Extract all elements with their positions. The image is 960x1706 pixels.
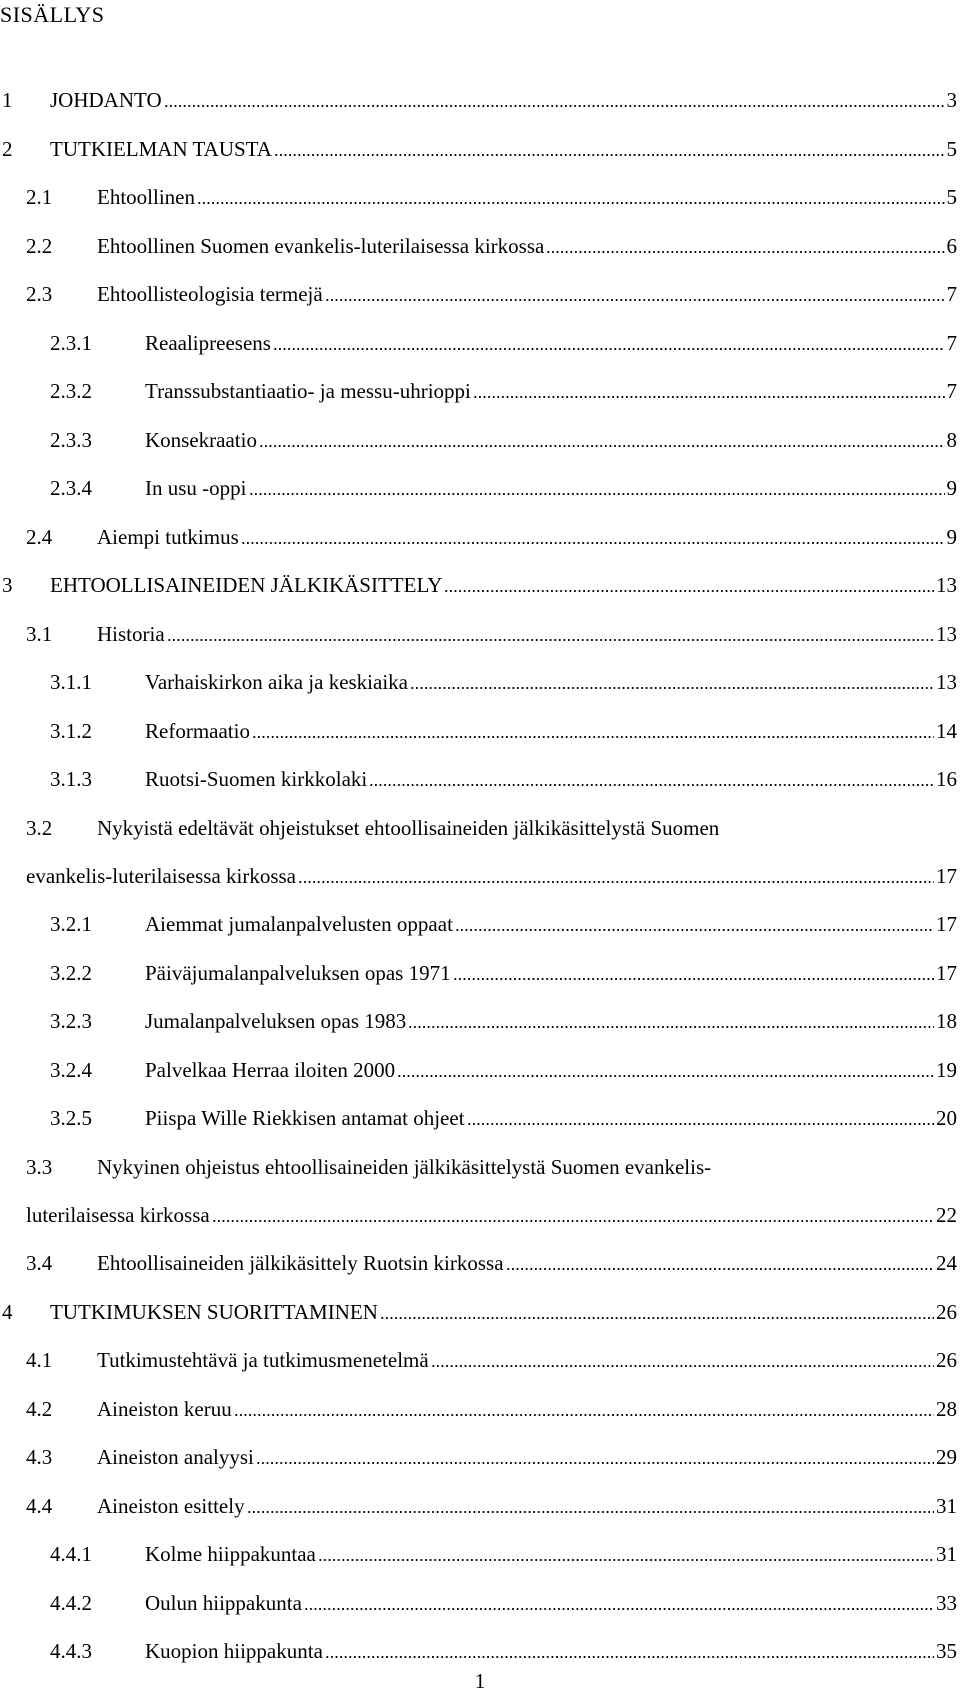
entry-label-line2: evankelis-luterilaisessa kirkossa — [26, 863, 297, 888]
toc-entry[interactable] — [0, 1397, 960, 1446]
entry-label-line2: luterilaisessa kirkossa — [26, 1202, 210, 1227]
entry-page: 31 — [936, 1542, 957, 1566]
toc-entry[interactable] — [0, 428, 960, 477]
entry-label: Aineiston esittely — [97, 1493, 245, 1518]
leader-dots — [325, 1656, 934, 1658]
entry-label: Kolme hiippakuntaa — [145, 1542, 316, 1566]
toc-entry[interactable] — [0, 1106, 960, 1155]
entry-page: 20 — [936, 1106, 957, 1130]
leader-dots — [318, 1559, 934, 1561]
entry-page: 17 — [936, 960, 957, 985]
entry-page: 35 — [936, 1639, 957, 1663]
toc-entry[interactable] — [0, 1445, 960, 1494]
leader-dots — [197, 202, 945, 204]
entry-page: 17 — [936, 912, 957, 936]
leader-dots — [247, 1511, 934, 1513]
entry-number: 3.2.3 — [50, 1009, 92, 1033]
entry-label: EHTOOLLISAINEIDEN JÄLKIKÄSITTELY — [50, 573, 443, 597]
entry-number: 3.4 — [26, 1251, 53, 1275]
leader-dots — [546, 251, 944, 253]
entry-page: 26 — [936, 1299, 957, 1324]
entry-number: 4.3 — [26, 1445, 53, 1469]
entry-label-line1: Nykyistä edeltävät ohjeistukset ehtoollisaineiden jälkikäsittelystä Suomen — [97, 815, 720, 840]
toc-entry[interactable] — [0, 1009, 960, 1058]
toc-entry[interactable] — [0, 670, 960, 719]
leader-dots — [241, 542, 945, 544]
entry-number: 3 — [2, 573, 13, 597]
entry-page: 13 — [936, 621, 957, 646]
toc-entry[interactable] — [0, 573, 960, 622]
toc-entry[interactable] — [0, 961, 960, 1010]
toc-title: SISÄLLYS — [0, 2, 105, 27]
leader-dots — [431, 1365, 934, 1367]
entry-page: 19 — [936, 1057, 957, 1082]
leader-dots — [325, 299, 945, 301]
entry-page: 8 — [946, 427, 957, 452]
entry-number: 2.3.1 — [50, 330, 92, 355]
entry-page: 7 — [946, 379, 957, 403]
toc-entry[interactable] — [0, 622, 960, 671]
entry-label: Palvelkaa Herraa iloiten 2000 — [145, 1057, 396, 1082]
entry-number: 2.3.3 — [50, 427, 92, 452]
entry-number: 2.3.2 — [50, 379, 92, 403]
entry-page: 24 — [936, 1251, 957, 1275]
entry-number: 2.3 — [26, 282, 53, 306]
entry-number: 4.4 — [26, 1493, 53, 1518]
entry-page: 9 — [946, 524, 957, 549]
entry-label: Historia — [97, 621, 165, 646]
entry-label: Transsubstantiaatio- ja messu-uhrioppi — [145, 379, 471, 403]
leader-dots — [410, 687, 934, 689]
entry-page: 13 — [936, 670, 957, 694]
toc-entry[interactable] — [0, 1494, 960, 1543]
entry-number: 3.1.3 — [50, 767, 92, 791]
toc-entry[interactable] — [0, 912, 960, 961]
toc-entry[interactable] — [0, 137, 960, 186]
entry-label: Reformaatio — [145, 718, 250, 743]
leader-dots — [506, 1268, 934, 1270]
leader-dots — [473, 396, 945, 398]
toc-entry[interactable] — [0, 331, 960, 380]
entry-label: Konsekraatio — [145, 427, 257, 452]
entry-page: 28 — [936, 1396, 957, 1421]
toc-entry[interactable] — [0, 1251, 960, 1300]
entry-number: 2.3.4 — [50, 476, 92, 500]
entry-number: 4.4.1 — [50, 1542, 92, 1566]
leader-dots — [259, 445, 945, 447]
leader-dots — [234, 1414, 934, 1416]
entry-number: 4.1 — [26, 1348, 53, 1372]
entry-number: 1 — [2, 88, 13, 112]
toc-entry[interactable] — [0, 234, 960, 283]
toc-entry[interactable] — [0, 1300, 960, 1349]
entry-label: Piispa Wille Riekkisen antamat ohjeet — [145, 1106, 465, 1130]
entry-label: Aiemmat jumalanpalvelusten oppaat — [145, 912, 453, 936]
entry-number: 4.4.2 — [50, 1590, 92, 1615]
entry-number: 4.4.3 — [50, 1639, 92, 1663]
toc-entry[interactable] — [0, 1348, 960, 1397]
entry-number: 3.2.4 — [50, 1057, 92, 1082]
entry-page: 5 — [946, 136, 957, 161]
toc-entry[interactable] — [0, 525, 960, 574]
toc-entry[interactable] — [0, 282, 960, 331]
leader-dots — [273, 348, 945, 350]
leader-dots — [467, 1123, 934, 1125]
toc-entry[interactable] — [0, 185, 960, 234]
leader-dots — [397, 1075, 934, 1077]
leader-dots — [274, 154, 945, 156]
entry-label: Ruotsi-Suomen kirkkolaki — [145, 767, 368, 791]
entry-page: 5 — [946, 185, 957, 209]
page-number: 1 — [474, 1669, 486, 1693]
entry-page: 29 — [936, 1445, 957, 1469]
entry-label: Reaalipreesens — [145, 330, 271, 355]
entry-label: Tutkimustehtävä ja tutkimusmenetelmä — [97, 1348, 429, 1372]
leader-dots — [249, 493, 945, 495]
entry-page: 22 — [936, 1202, 957, 1227]
entry-label: Ehtoollisteologisia termejä — [97, 282, 323, 306]
toc-entry[interactable] — [0, 1155, 960, 1252]
leader-dots — [369, 784, 934, 786]
entry-label: Aineiston keruu — [97, 1396, 232, 1421]
entry-number: 2 — [2, 136, 13, 161]
entry-page: 9 — [946, 476, 957, 500]
entry-number: 3.3 — [26, 1154, 53, 1179]
entry-page: 33 — [936, 1590, 957, 1615]
entry-number: 3.2.1 — [50, 912, 92, 936]
entry-label: Aineiston analyysi — [97, 1445, 254, 1469]
entry-page: 7 — [946, 330, 957, 355]
entry-number: 3.1.1 — [50, 670, 92, 694]
leader-dots — [298, 881, 934, 883]
toc-entry[interactable] — [0, 719, 960, 768]
entry-label-line1: Nykyinen ohjeistus ehtoollisaineiden jälkikäsittelystä Suomen evankelis- — [97, 1154, 712, 1179]
entry-label: Aiempi tutkimus — [97, 524, 239, 549]
entry-page: 31 — [936, 1493, 957, 1518]
entry-page: 13 — [936, 573, 957, 597]
toc-entry[interactable] — [0, 1591, 960, 1640]
entry-page: 17 — [936, 863, 957, 888]
leader-dots — [408, 1026, 934, 1028]
entry-page: 26 — [936, 1348, 957, 1372]
leader-dots — [453, 978, 934, 980]
entry-number: 4 — [2, 1299, 13, 1324]
entry-label: JOHDANTO — [50, 88, 162, 112]
entry-page: 18 — [936, 1009, 957, 1033]
entry-number: 3.2 — [26, 815, 53, 840]
entry-label: Päiväjumalanpalveluksen opas 1971 — [145, 960, 451, 985]
entry-label: TUTKIMUKSEN SUORITTAMINEN — [50, 1299, 378, 1324]
entry-number: 2.4 — [26, 524, 53, 549]
toc-entry[interactable] — [0, 88, 960, 137]
leader-dots — [252, 736, 934, 738]
toc-entry[interactable] — [0, 1058, 960, 1107]
entry-label: Oulun hiippakunta — [145, 1590, 302, 1615]
entry-number: 3.1.2 — [50, 718, 92, 743]
entry-label: In usu -oppi — [145, 476, 247, 500]
entry-page: 16 — [936, 767, 957, 791]
entry-label: Varhaiskirkon aika ja keskiaika — [145, 670, 408, 694]
entry-label: Ehtoollinen Suomen evankelis-luterilaisessa kirkossa — [97, 233, 545, 258]
leader-dots — [444, 590, 934, 592]
entry-label: Jumalanpalveluksen opas 1983 — [145, 1009, 407, 1033]
entry-number: 2.1 — [26, 185, 53, 209]
toc-entry[interactable] — [0, 476, 960, 525]
leader-dots — [304, 1608, 934, 1610]
entry-label: Ehtoollisaineiden jälkikäsittely Ruotsin kirkossa — [97, 1251, 504, 1275]
leader-dots — [212, 1220, 934, 1222]
entry-label: Ehtoollinen — [97, 185, 195, 209]
leader-dots — [167, 639, 934, 641]
entry-page: 14 — [936, 718, 957, 743]
entry-label: TUTKIELMAN TAUSTA — [50, 136, 272, 161]
entry-label: Kuopion hiippakunta — [145, 1639, 323, 1663]
entry-number: 3.2.5 — [50, 1106, 92, 1130]
leader-dots — [455, 929, 934, 931]
toc-entry[interactable] — [0, 816, 960, 913]
toc-entry[interactable] — [0, 767, 960, 816]
toc-entry[interactable] — [0, 379, 960, 428]
entry-page: 3 — [946, 88, 957, 112]
leader-dots — [164, 105, 945, 107]
entry-number: 2.2 — [26, 233, 53, 258]
leader-dots — [256, 1462, 934, 1464]
entry-number: 3.1 — [26, 621, 53, 646]
entry-page: 7 — [946, 282, 957, 306]
table-of-contents — [0, 88, 960, 1688]
leader-dots — [380, 1317, 934, 1319]
toc-entry[interactable] — [0, 1542, 960, 1591]
entry-number: 4.2 — [26, 1396, 53, 1421]
entry-page: 6 — [946, 233, 957, 258]
entry-number: 3.2.2 — [50, 960, 92, 985]
